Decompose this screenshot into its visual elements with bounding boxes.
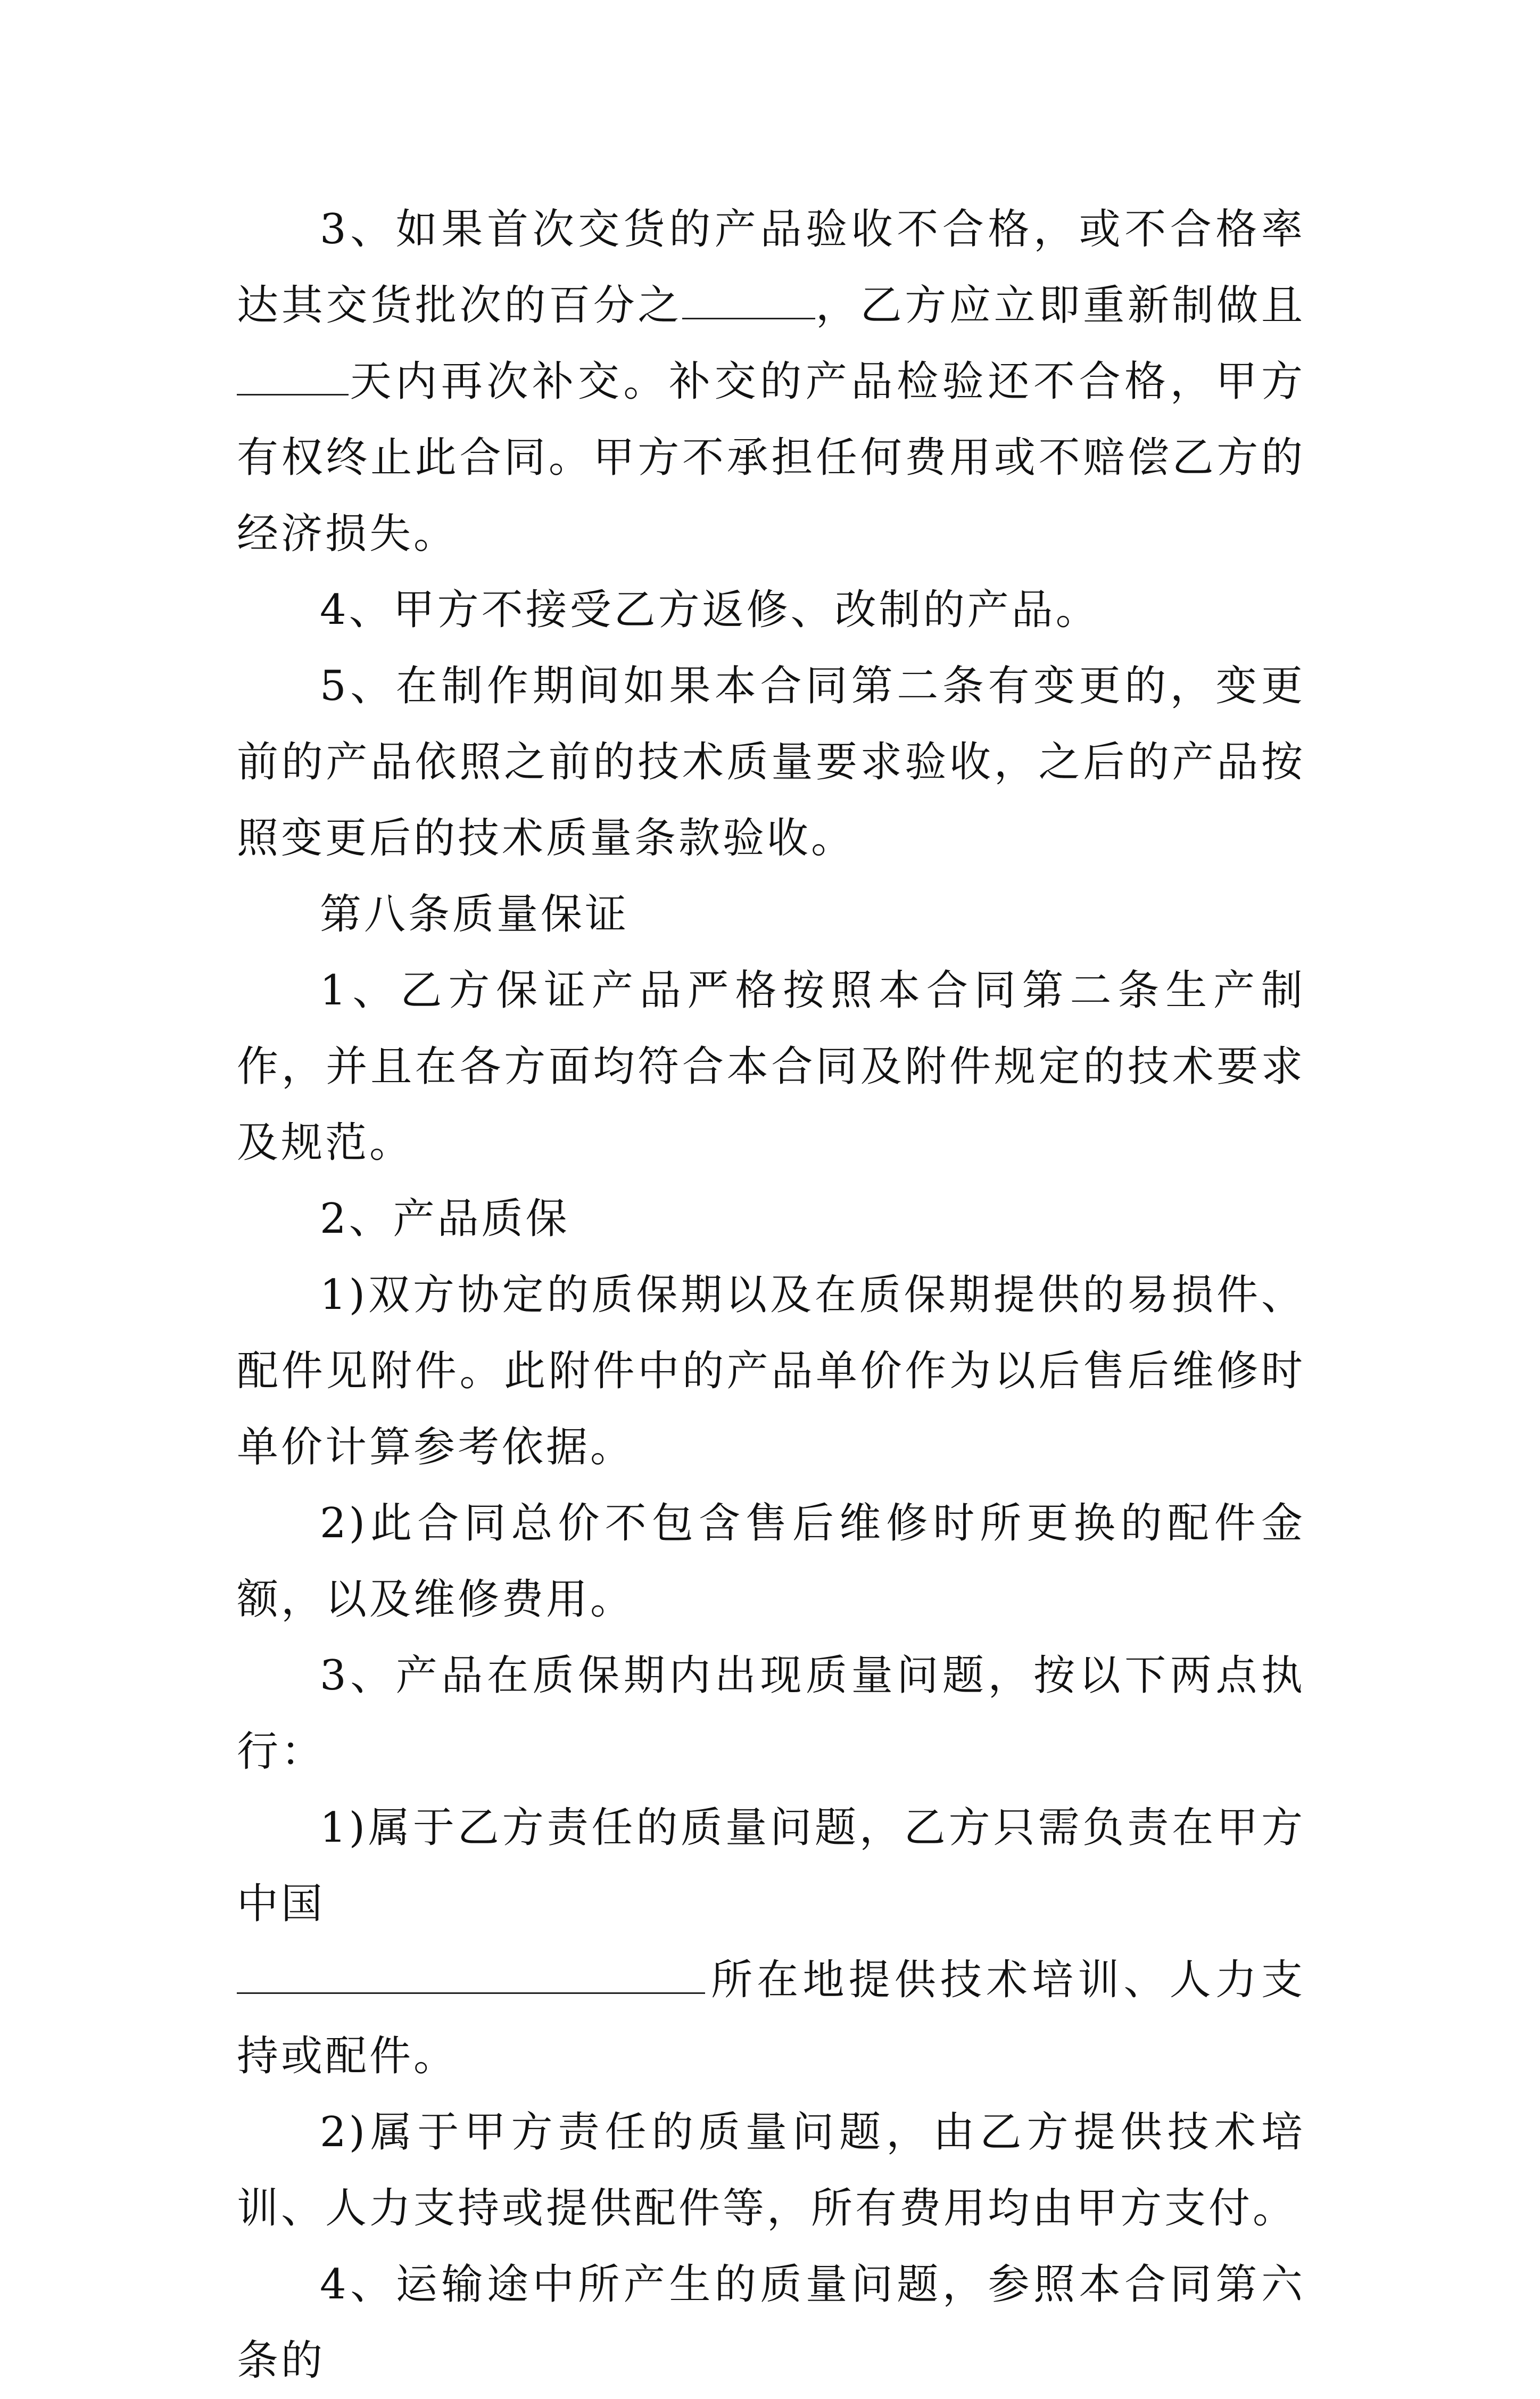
paragraph-acceptance-4: 4、甲方不接受乙方返修、改制的产品。 bbox=[320, 586, 1100, 634]
section-heading-article-8: 第八条质量保证 bbox=[320, 891, 630, 938]
paragraph-warranty-2-2: 2)此合同总价不包含售后维修时所更换的配件金额，以及维修费用。 bbox=[237, 1499, 1305, 1623]
paragraph-text: 1)属于乙方责任的质量问题，乙方只需负责在甲方中国 bbox=[237, 1804, 1305, 1928]
paragraph-warranty-2-1: 1)双方协定的质保期以及在质保期提供的易损件、配件见附件。此附件中的产品单价作为以后售后维修时单价计算参考依据。 bbox=[237, 1271, 1305, 1471]
paragraph-warranty-3-2: 2)属于甲方责任的质量问题，由乙方提供技术培训、人力支持或提供配件等，所有费用均由甲方支付。 bbox=[237, 2108, 1305, 2232]
paragraph-text: 3、如果首次交货的产品验收不合格，或不合格率达其交货批次的百分之 bbox=[237, 205, 1305, 329]
paragraph-text: 所在地提供技术培训、人力支持或配件。 bbox=[237, 1956, 1305, 2080]
paragraph-acceptance-5: 5、在制作期间如果本合同第二条有变更的，变更前的产品依照之前的技术质量要求验收，之后的产品按照变更后的技术质量条款验收。 bbox=[237, 662, 1305, 862]
fill-in-blank-location bbox=[237, 1955, 705, 1994]
paragraph-text: 天内再次补交。补交的产品检验还不合格，甲方有权终止此合同。甲方不承担任何费用或不赔偿乙方的经济损失。 bbox=[237, 358, 1305, 558]
paragraph-warranty-1: 1、乙方保证产品严格按照本合同第二条生产制作，并且在各方面均符合本合同及附件规定的技术要求及规范。 bbox=[237, 967, 1305, 1167]
fill-in-blank-percent bbox=[682, 281, 815, 319]
paragraph-warranty-3-1 bbox=[237, 1790, 1305, 2095]
paragraph-acceptance-3 bbox=[237, 192, 1305, 572]
paragraph-warranty-3: 3、产品在质保期内出现质量问题，按以下两点执行： bbox=[237, 1652, 1305, 1776]
paragraph-text: ，乙方应立即重新制做且 bbox=[815, 282, 1305, 329]
paragraph-warranty-4: 4、运输途中所产生的质量问题，参照本合同第六条的 bbox=[237, 2261, 1305, 2385]
fill-in-blank-days bbox=[237, 357, 349, 395]
document-body bbox=[237, 192, 1305, 2399]
paragraph-warranty-2: 2、产品质保 bbox=[320, 1195, 570, 1243]
